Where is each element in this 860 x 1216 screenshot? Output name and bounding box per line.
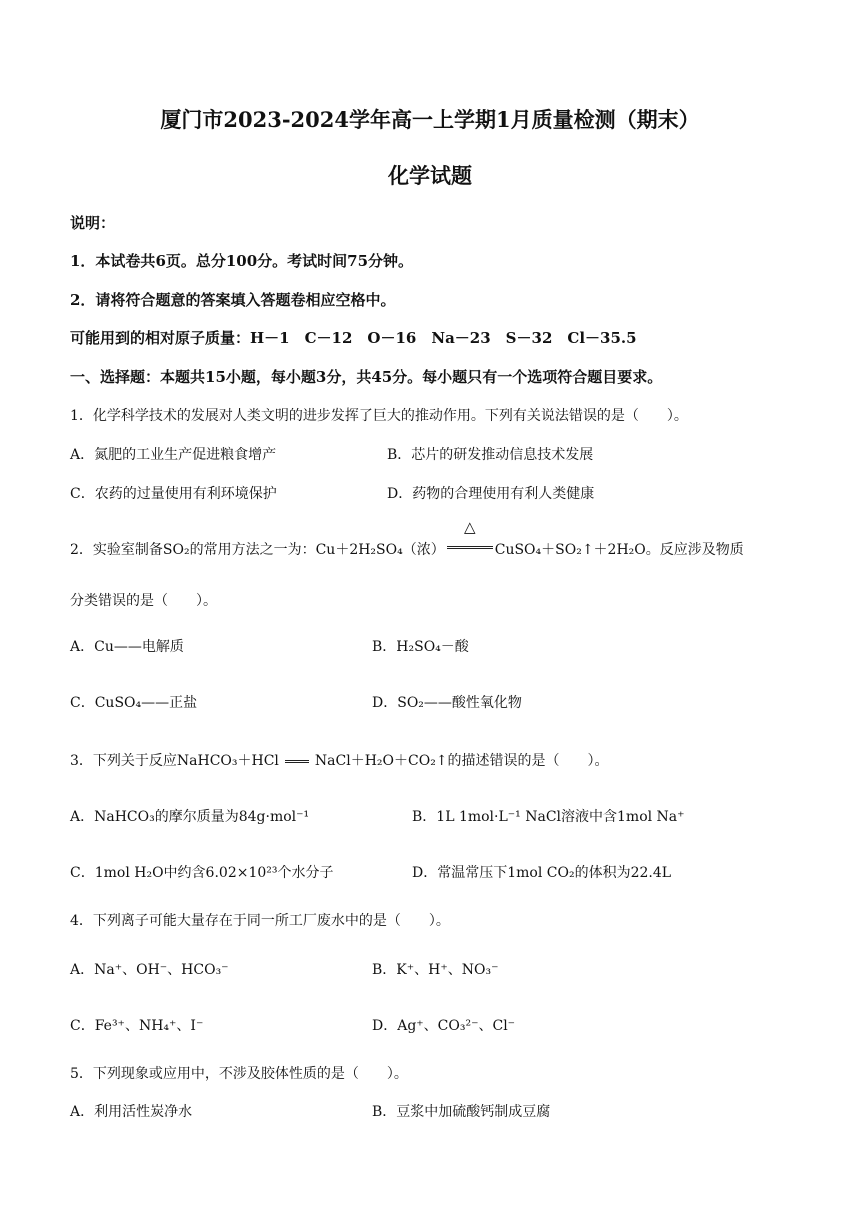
question-2-option-c: C．CuSO₄——正盐 — [70, 695, 198, 711]
question-1-stem: 1．化学科学技术的发展对人类文明的进步发挥了巨大的推动作用。下列有关说法错误的是（ ）。 — [70, 408, 688, 424]
question-1-option-c: C．农药的过量使用有利环境保护 — [70, 486, 277, 502]
question-3-stem — [70, 750, 609, 770]
question-3-option-c: C．1mol H₂O中约含6.02×10²³个水分子 — [70, 865, 334, 881]
question-3-stem-post: NaCl＋H₂O＋CO₂↑的描述错误的是（ ）。 — [314, 753, 609, 769]
question-2-stem-line2: 分类错误的是（ ）。 — [70, 593, 217, 609]
question-3-option-d: D．常温常压下1mol CO₂的体积为22.4L — [412, 865, 672, 881]
question-2-option-d: D．SO₂——酸性氧化物 — [372, 695, 522, 711]
instructions-heading: 说明： — [70, 214, 116, 232]
question-1-option-a: A．氮肥的工业生产促进粮食增产 — [70, 447, 277, 463]
question-4-option-c: C．Fe³⁺、NH₄⁺、I⁻ — [70, 1018, 204, 1034]
instruction-2: 2．请将符合题意的答案填入答题卷相应空格中。 — [70, 291, 396, 309]
double-line — [447, 546, 493, 549]
question-2-option-b: B．H₂SO₄－酸 — [372, 639, 469, 655]
question-2-stem — [70, 518, 744, 559]
question-4-option-a: A．Na⁺、OH⁻、HCO₃⁻ — [70, 962, 229, 978]
exam-subtitle: 化学试题 — [388, 163, 472, 188]
question-1-option-d: D．药物的合理使用有利人类健康 — [387, 486, 595, 502]
question-5-option-a: A．利用活性炭净水 — [70, 1104, 193, 1120]
question-3-option-b: B．1L 1mol·L⁻¹ NaCl溶液中含1mol Na⁺ — [412, 809, 685, 825]
question-5-stem: 5．下列现象或应用中，不涉及胶体性质的是（ ）。 — [70, 1066, 408, 1082]
section-1-heading: 一、选择题：本题共15小题，每小题3分，共45分。每小题只有一个选项符合题目要求。 — [70, 368, 663, 386]
question-3-option-a: A．NaHCO₃的摩尔质量为84g·mol⁻¹ — [70, 809, 310, 825]
question-1-option-b: B．芯片的研发推动信息技术发展 — [387, 447, 594, 463]
question-2-stem-pre: 2．实验室制备SO₂的常用方法之一为：Cu＋2H₂SO₄（浓） — [70, 542, 445, 558]
question-4-option-b: B．K⁺、H⁺、NO₃⁻ — [372, 962, 499, 978]
question-5-option-b: B．豆浆中加硫酸钙制成豆腐 — [372, 1104, 551, 1120]
question-2-stem-post: CuSO₄＋SO₂↑＋2H₂O。反应涉及物质 — [494, 542, 744, 558]
exam-title: 厦门市2023-2024学年高一上学期1月质量检测（期末） — [160, 107, 700, 132]
question-4-stem: 4．下列离子可能大量存在于同一所工厂废水中的是（ ）。 — [70, 913, 450, 929]
instruction-1: 1．本试卷共6页。总分100分。考试时间75分钟。 — [70, 252, 414, 270]
heating-symbol: △ — [463, 518, 476, 536]
question-3-stem-pre: 3．下列关于反应NaHCO₃＋HCl — [70, 753, 279, 769]
question-4-option-d: D．Ag⁺、CO₃²⁻、Cl⁻ — [372, 1018, 516, 1034]
atomic-masses: 可能用到的相对原子质量：H－1 C－12 O－16 Na－23 S－32 Cl－35.5 — [70, 329, 637, 347]
reaction-arrow — [447, 518, 493, 554]
question-2-option-a: A．Cu——电解质 — [70, 639, 184, 655]
equals-sign — [285, 760, 309, 763]
